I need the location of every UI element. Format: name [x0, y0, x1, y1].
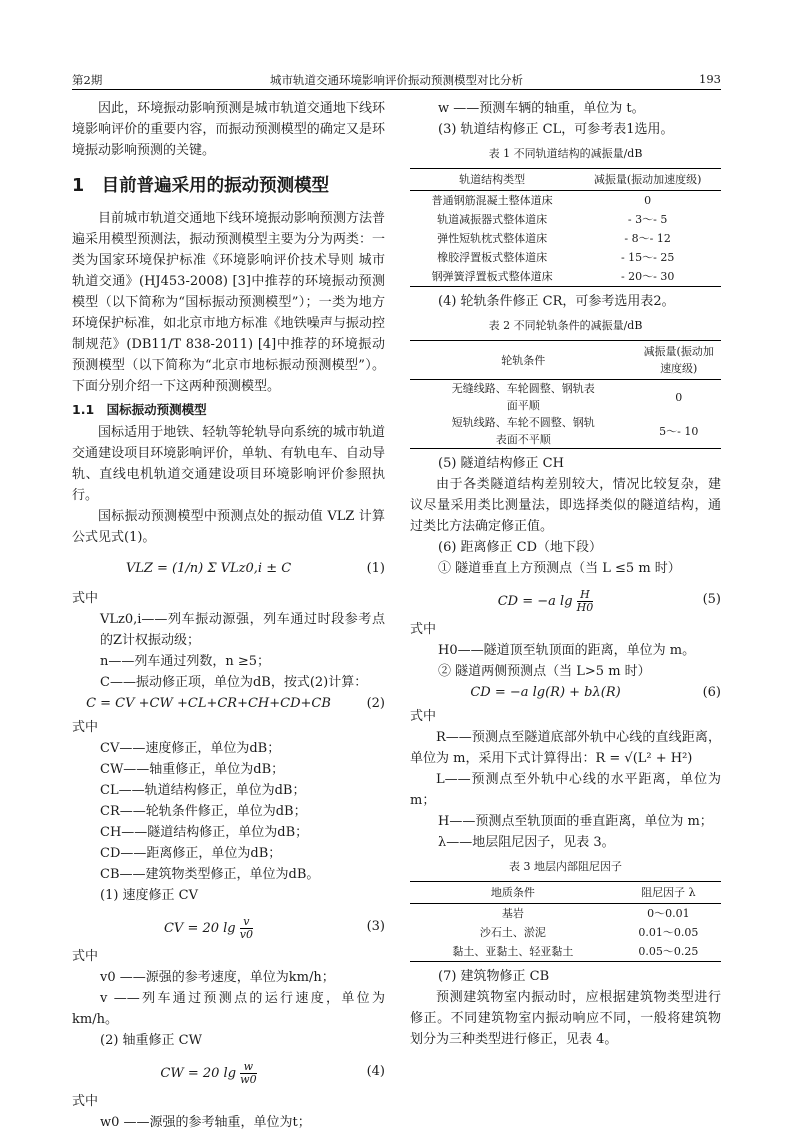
subsubsection-heading: (7) 建筑物修正 CB: [438, 969, 550, 984]
page-number: 193: [699, 72, 721, 86]
definition: R——预测点至隧道底部外轨中心线的直线距离，单位为 m，采用下式计算得出：R = √(L² + H²): [410, 730, 721, 766]
paragraph: 国标适用于地铁、轻轨等轮轨导向系统的城市轨道交通建设项目环境影响评价，单轨、有轨电车、自动导轨、直线电机轨道交通建设项目环境影响评价参照执行。: [72, 425, 385, 503]
where-label: 式中: [72, 949, 99, 964]
subsubsection-heading: (6) 距离修正 CD（地下段）: [438, 540, 603, 555]
table-3-caption: 表 3 地层内部阻尼因子: [509, 860, 622, 873]
table-1: 轨道结构类型 减振量(振动加速度级) 普通钢筋混凝土整体道床 0 轨道减振器式整体道床 - 3～- 5 弹性短轨枕式整体道床 - 8～- 12 橡胶浮置板式整体道床 - 15～- 25 钢弹簧浮置板式整体道床 - 20～- 30: [410, 168, 721, 287]
where-label: 式中: [72, 720, 99, 735]
intro-paragraph: 因此，环境振动影响预测是城市轨道交通地下线环境影响评价的重要内容，而振动预测模型的确定又是环境振动影响预测的关键。: [72, 101, 385, 158]
issue-number: 第2期: [72, 73, 103, 87]
where-label: 式中: [72, 591, 99, 606]
table-row: 沙石土、淤泥 0.01～0.05: [479, 926, 699, 939]
table-row: 黏土、亚黏土、轻亚黏土 0.05～0.25: [410, 942, 721, 962]
definition: L——预测点至外轨中心线的水平距离，单位为 m；: [410, 772, 721, 808]
definition: C——振动修正项，单位为dB，按式(2)计算：: [100, 675, 368, 690]
left-column: [72, 98, 385, 1133]
table-row: 弹性短轨枕式整体道床 - 8～- 12: [437, 232, 671, 245]
table-row: 无缝线路、车轮圆整、钢轨表面平顺 0: [451, 382, 683, 412]
definition: CB——建筑物类型修正，单位为dB。: [100, 867, 320, 882]
definition: CH——隧道结构修正，单位为dB；: [100, 825, 309, 840]
table-1-caption: 表 1 不同轨道结构的减振量/dB: [488, 147, 643, 160]
paragraph: 预测建筑物室内振动时，应根据建筑物类型进行修正。不同建筑物室内振动响应不同，一般将建筑物划分为三种类型进行修正，见表 4。: [410, 990, 721, 1047]
subsubsection-heading: (5) 隧道结构修正 CH: [438, 456, 564, 471]
table-row: 轨道减振器式整体道床 - 3～- 5: [437, 213, 668, 226]
table-3: 地质条件 阻尼因子 λ 基岩 0～0.01 沙石土、淤泥 0.01～0.05 黏土、亚黏土、轻亚黏土 0.05～0.25: [410, 881, 721, 962]
equation-1: VLZ = (1/n) Σ VLz0,i ± C (1): [125, 561, 385, 576]
equation-2: C = CV +CW +CL+CR+CH+CD+CB (2): [86, 696, 385, 711]
definition: v ——列车通过预测点的运行速度，单位为km/h。: [72, 991, 385, 1027]
case-heading: ② 隧道两侧预测点（当 L>5 m 时）: [438, 664, 651, 679]
where-label: 式中: [410, 622, 437, 637]
definition: v0 ——源强的参考速度，单位为km/h；: [100, 970, 335, 985]
equation-4: CW = 20 lg $\frac{w}{w0}$ (4): [160, 1060, 385, 1086]
where-label: 式中: [410, 709, 437, 724]
table-2-caption: 表 2 不同轮轨条件的减振量/dB: [488, 319, 643, 332]
case-heading: ① 隧道垂直上方预测点（当 L ≤5 m 时）: [438, 561, 681, 576]
paragraph: 由于各类隧道结构差别较大，情况比较复杂，建议尽量采用类比测量法，即选择类似的隧道结构，通过类比方法确定修正值。: [410, 477, 721, 534]
subsection-heading: 1.1 国标振动预测模型: [72, 402, 207, 417]
paragraph: 国标振动预测模型中预测点处的振动值 VLZ 计算公式见式(1)。: [72, 509, 385, 545]
table-row: 普通钢筋混凝土整体道床 0: [431, 194, 652, 207]
definition: H0——隧道顶至轨顶面的距离，单位为 m。: [438, 643, 696, 658]
definition: CL——轨道结构修正，单位为dB；: [100, 783, 306, 798]
definition: VLz0,i——列车振动源强，列车通过时段参考点的Z计权振动级；: [100, 612, 385, 648]
definition: CV——速度修正，单位为dB；: [100, 741, 281, 756]
definition: n——列车通过列数，n ≥5；: [100, 654, 271, 669]
equation-5: CD = −a lg $\frac{H}{H0}$ (5): [497, 588, 721, 614]
table-row: 橡胶浮置板式整体道床 - 15～- 25: [437, 251, 675, 264]
journal-article-title: 城市轨道交通环境影响评价振动预测模型对比分析: [270, 73, 523, 87]
table-2: 轮轨条件 减振量(振动加速度级) 无缝线路、车轮圆整、钢轨表面平顺 0 短轨线路、车轮不圆整、钢轨表面不平顺 5～- 10: [410, 340, 721, 449]
right-column: [410, 98, 721, 1050]
definition: CW——轴重修正，单位为dB；: [100, 762, 285, 777]
where-label: 式中: [72, 1094, 99, 1109]
subsubsection-heading: (1) 速度修正 CV: [100, 888, 199, 903]
definition: CD——距离修正，单位为dB；: [100, 846, 282, 861]
section-heading: 1 目前普遍采用的振动预测模型: [72, 176, 330, 196]
definition: w0 ——源强的参考轴重，单位为t；: [100, 1115, 311, 1130]
definition: λ——地层阻尼因子，见表 3。: [438, 835, 615, 850]
table-row: 基岩 0～0.01: [501, 907, 690, 920]
equation-6: CD = −a lg(R) + bλ(R) (6): [470, 685, 721, 700]
definition: H——预测点至轨顶面的垂直距离，单位为 m；: [438, 814, 713, 829]
subsubsection-heading: (3) 轨道结构修正 CL，可参考表1选用。: [438, 122, 674, 137]
table-row: 短轨线路、车轮不圆整、钢轨表面不平顺 5～- 10: [410, 414, 721, 449]
paragraph: 目前城市轨道交通地下线环境振动影响预测方法普遍采用模型预测法，振动预测模型主要为分为两类：一类为国家环境保护标准《环境影响评价技术导则 城市轨道交通》(HJ453-2008) [3]中推荐的环境振动预测模型（以下简称为“国标振动预测模型”）；一类为地方环境保护标准，如北京市地方标准《地铁噪声与振动控制规范》(DB11/T 838-2011) [4]中推荐的环境振动预测模型（以下简称为“北京市地标振动预测模型”）。下面分别介绍一下这两种预测模型。: [72, 211, 385, 394]
header-rule: [72, 89, 721, 90]
definition: w ——预测车辆的轴重，单位为 t。: [438, 101, 645, 116]
definition: CR——轮轨条件修正，单位为dB；: [100, 804, 307, 819]
subsubsection-heading: (4) 轮轨条件修正 CR，可参考选用表2。: [438, 294, 675, 309]
equation-3: CV = 20 lg $\frac{v}{v0}$ (3): [163, 915, 385, 941]
subsubsection-heading: (2) 轴重修正 CW: [100, 1033, 202, 1048]
running-header: [72, 70, 721, 90]
table-row: 钢弹簧浮置板式整体道床 - 20～- 30: [410, 267, 721, 287]
